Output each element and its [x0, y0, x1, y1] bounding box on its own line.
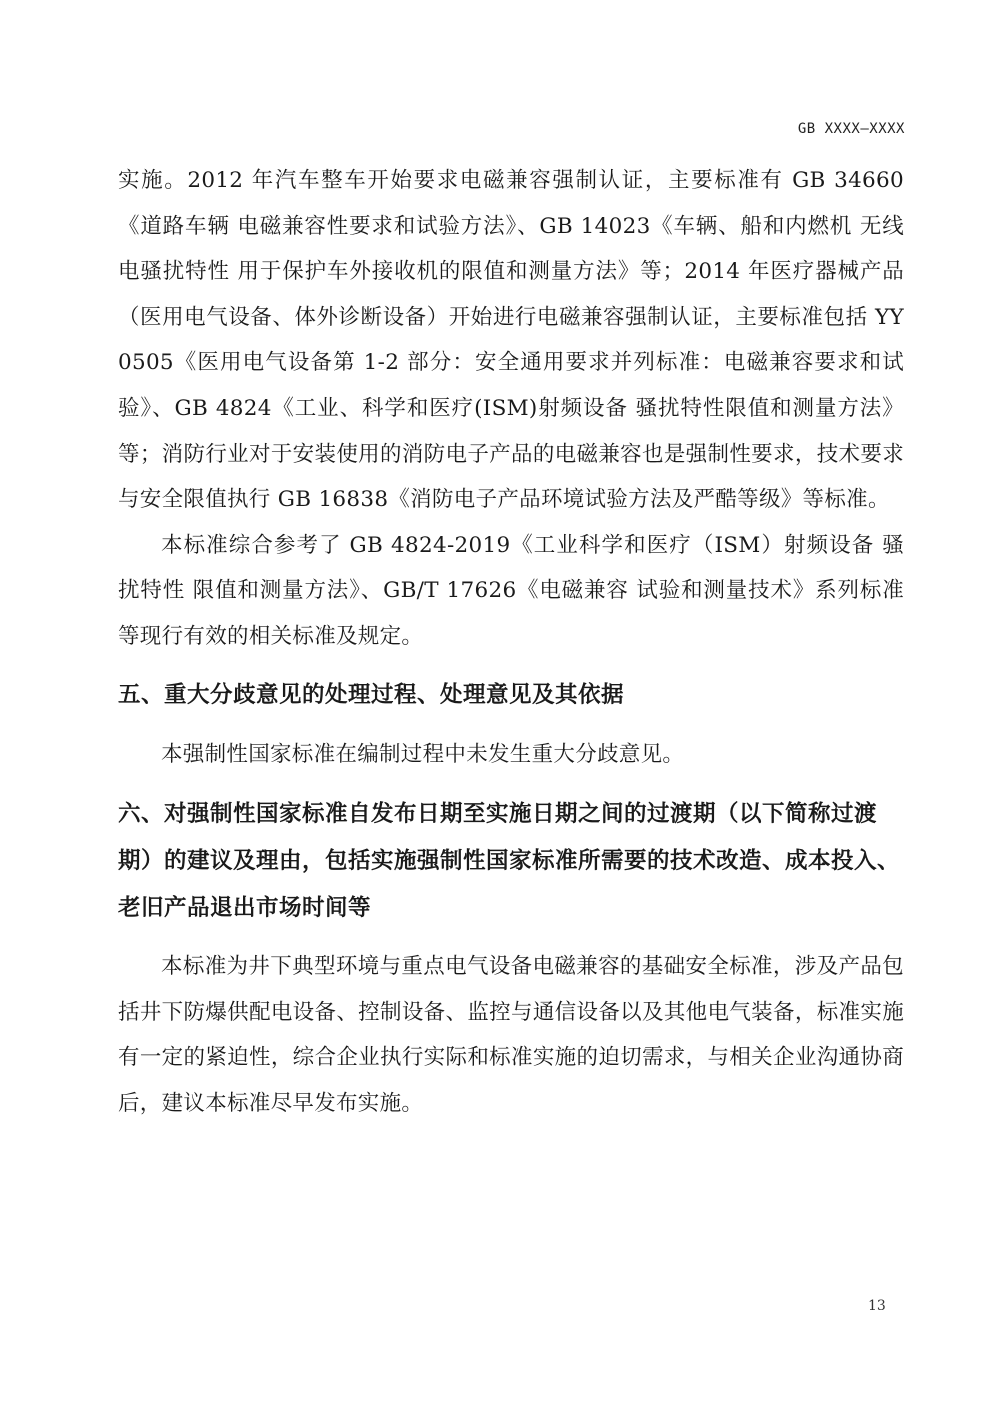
section-heading-5: 五、重大分歧意见的处理过程、处理意见及其依据 [118, 681, 625, 708]
paragraph-reference-standards: 本标准综合参考了 GB 4824-2019《工业科学和医疗（ISM）射频设备 骚扰特性 限值和测量方法》、GB/T 17626《电磁兼容 试验和测量技术》系列标准等现行有效的相关标准及规定。 [118, 532, 904, 649]
paragraph-mandatory-certification: 实施。2012 年汽车整车开始要求电磁兼容强制认证，主要标准有 GB 34660《道路车辆 电磁兼容性要求和试验方法》、GB 14023《车辆、船和内燃机 无线电骚扰特性 用于保护车外接收机的限值和测量方法》等；2014 年医疗器械产品（医用电气设备、体外诊断设备）开始进行电磁兼容强制认证，主要标准包括 YY 0505《医用电气设备第 1-2 部分：安全通用要求并列标准：电磁兼容要求和试验》、GB 4824《工业、科学和医疗(ISM)射频设备 骚扰特性限值和测量方法》等；消防行业对于安装使用的消防电子产品的电磁兼容也是强制性要求，技术要求与安全限值执行 GB 16838《消防电子产品环境试验方法及严酷等级》等标准。 [118, 168, 904, 513]
paragraph-no-major-disagreement: 本强制性国家标准在编制过程中未发生重大分歧意见。 [161, 741, 685, 767]
document-body [118, 158, 904, 1127]
page-number: 13 [868, 1298, 886, 1314]
standard-code-header: GB XXXX—XXXX [797, 121, 905, 137]
paragraph-transition-period: 本标准为井下典型环境与重点电气设备电磁兼容的基础安全标准，涉及产品包括井下防爆供配电设备、控制设备、监控与通信设备以及其他电气装备，标准实施有一定的紧迫性，综合企业执行实际和标准实施的迫切需求，与相关企业沟通协商后，建议本标准尽早发布实施。 [118, 954, 904, 1116]
section-heading-6: 六、对强制性国家标准自发布日期至实施日期之间的过渡期（以下简称过渡期）的建议及理由，包括实施强制性国家标准所需要的技术改造、成本投入、老旧产品退出市场时间等 [118, 801, 901, 922]
